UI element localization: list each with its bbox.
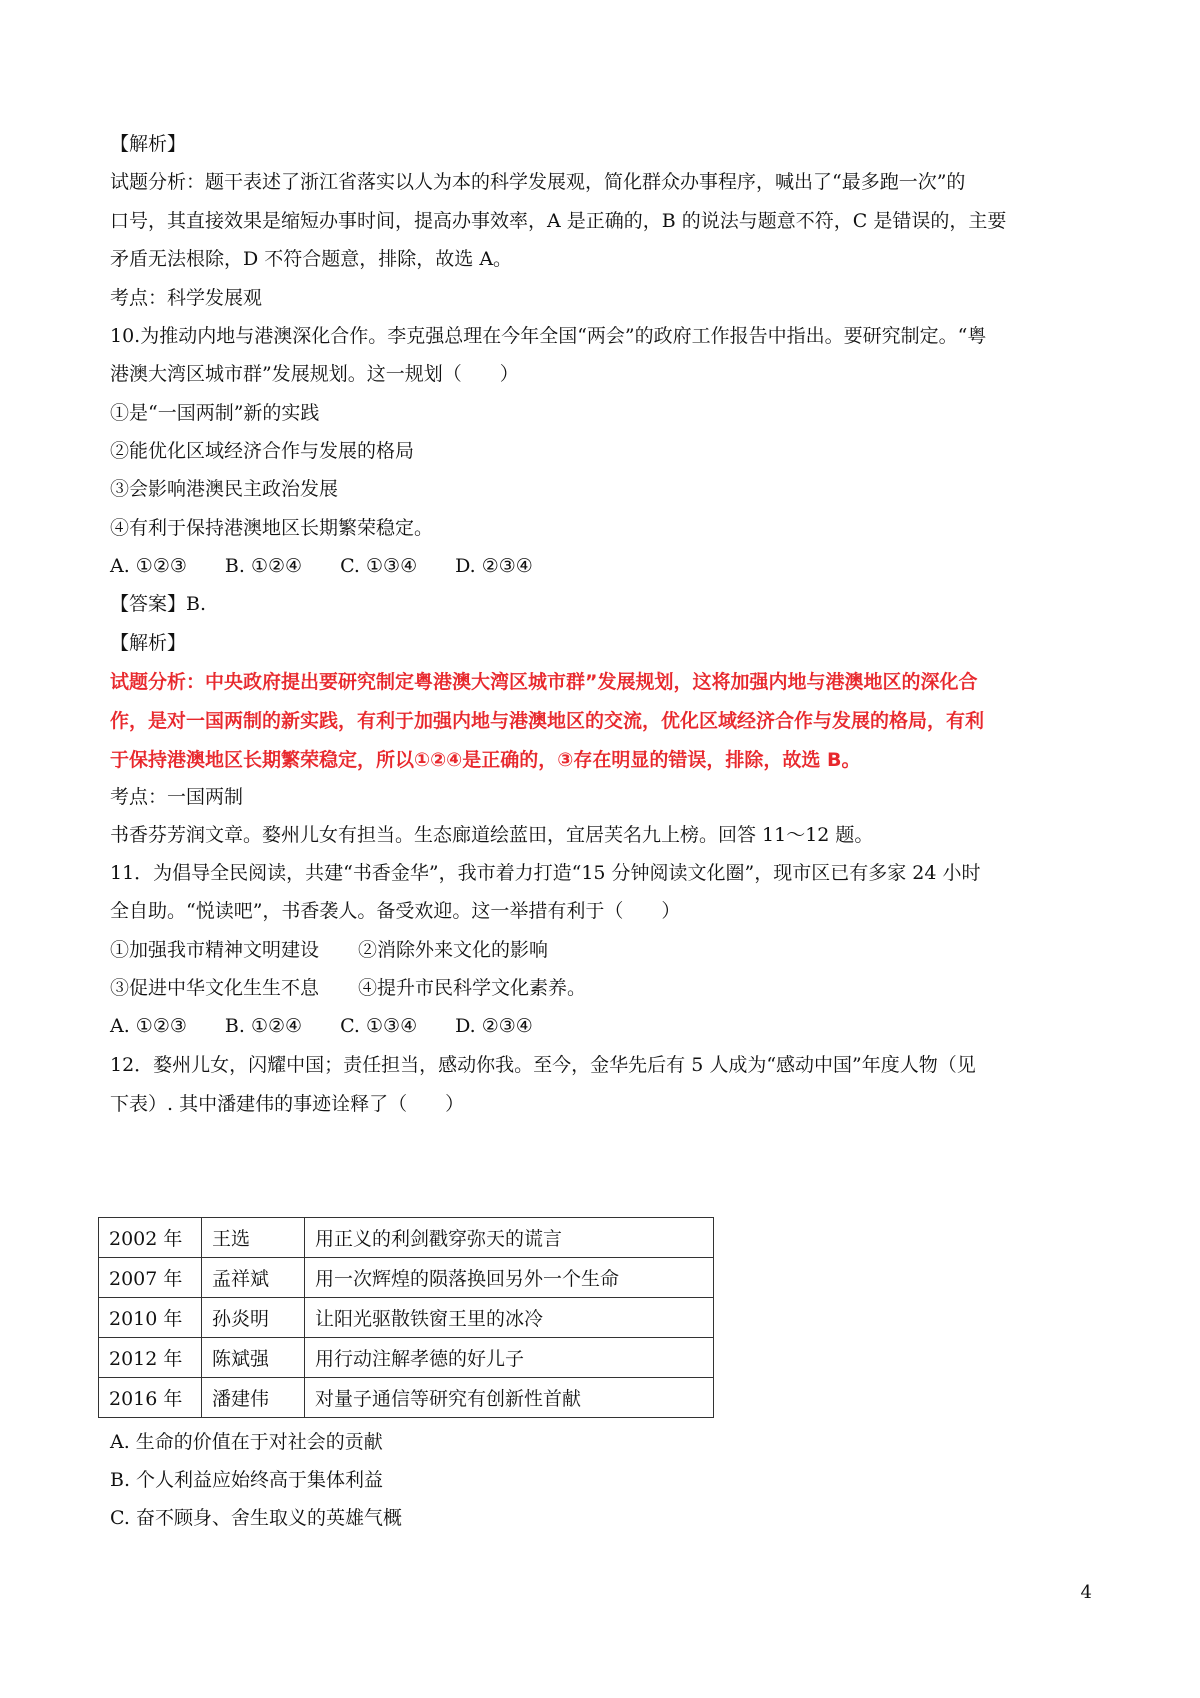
- table-cell-year: 2016 年: [99, 1378, 202, 1418]
- exam-point: 考点：科学发展观: [110, 287, 263, 309]
- question-10-point: 考点：一国两制: [110, 786, 244, 808]
- table-row: [99, 1218, 714, 1258]
- question-12-option-a: A. 生命的价值在于对社会的贡献: [110, 1431, 383, 1453]
- table-cell-year: 2010 年: [99, 1298, 202, 1338]
- table-cell-description: 用行动注解孝德的好儿子: [305, 1338, 714, 1378]
- question-10-item: ①是“一国两制”新的实践: [110, 402, 320, 424]
- option-c: C. ①③④: [340, 1015, 418, 1037]
- question-10-analysis-red: 作，是对一国两制的新实践，有利于加强内地与港澳地区的交流，优化区域经济合作与发展的格局，有利: [110, 710, 985, 732]
- analysis-heading: 【解析】: [110, 133, 187, 155]
- table-cell-year: 2007 年: [99, 1258, 202, 1298]
- question-10-analysis-red: 于保持港澳地区长期繁荣稳定，所以①②④是正确的，③存在明显的错误，排除，故选 B。: [110, 749, 861, 771]
- question-11-item: ④提升市民科学文化素养。: [358, 977, 587, 999]
- table-cell-name: 王选: [202, 1218, 305, 1258]
- option-d: D. ②③④: [455, 555, 533, 577]
- question-11-items-row: [110, 930, 1100, 971]
- analysis-text-line: 矛盾无法根除，D 不符合题意，排除，故选 A。: [110, 248, 513, 270]
- table-cell-description: 用正义的利剑戳穿弥天的谎言: [305, 1218, 714, 1258]
- option-b: B. ①②④: [224, 555, 303, 577]
- question-11-items-row: [110, 968, 1100, 1009]
- table-cell-name: 孙炎明: [202, 1298, 305, 1338]
- question-11-item: ③促进中华文化生生不息: [110, 977, 320, 999]
- table-cell-name: 潘建伟: [202, 1378, 305, 1418]
- analysis-text-line: 口号，其直接效果是缩短办事时间，提高办事效率，A 是正确的，B 的说法与题意不符，C 是错误的，主要: [110, 210, 1007, 232]
- option-c: C. ①③④: [340, 555, 418, 577]
- option-b: B. ①②④: [224, 1015, 303, 1037]
- table-cell-year: 2012 年: [99, 1338, 202, 1378]
- question-10-answer: 【答案】B.: [110, 593, 207, 615]
- question-10-stem: 10.为推动内地与港澳深化合作。李克强总理在今年全国“两会”的政府工作报告中指出。要研究制定。“粤: [110, 325, 987, 347]
- option-a: A. ①②③: [110, 555, 187, 577]
- table-cell-name: 陈斌强: [202, 1338, 305, 1378]
- question-11-item: ①加强我市精神文明建设: [110, 939, 320, 961]
- table-cell-description: 让阳光驱散铁窗王里的冰冷: [305, 1298, 714, 1338]
- question-10-item: ③会影响港澳民主政治发展: [110, 478, 339, 500]
- question-10-stem: 港澳大湾区城市群”发展规划。这一规划（ ）: [110, 363, 519, 385]
- question-10-item: ②能优化区域经济合作与发展的格局: [110, 440, 415, 462]
- option-d: D. ②③④: [455, 1015, 533, 1037]
- question-11-item: ②消除外来文化的影响: [358, 939, 549, 961]
- question-10-analysis-red: 试题分析：中央政府提出要研究制定粤港澳大湾区城市群”发展规划，这将加强内地与港澳地区的深化合: [110, 671, 978, 693]
- question-12-stem: 下表）. 其中潘建伟的事迹诠释了（ ）: [110, 1093, 465, 1115]
- question-11-stem: 11．为倡导全民阅读，共建“书香金华”，我市着力打造“15 分钟阅读文化圈”，现市区已有多家 24 小时: [110, 862, 981, 884]
- table-cell-name: 孟祥斌: [202, 1258, 305, 1298]
- analysis-text-line: 试题分析：题干表述了浙江省落实以人为本的科学发展观，简化群众办事程序，喊出了“最多跑一次”的: [110, 171, 966, 193]
- honorees-table: [98, 1217, 714, 1418]
- question-10-options: [110, 546, 1100, 587]
- question-12-option-b: B. 个人利益应始终高于集体利益: [110, 1469, 384, 1491]
- table-row: [99, 1298, 714, 1338]
- table-row: [99, 1258, 714, 1298]
- question-12-stem: 12．婺州儿女，闪耀中国；责任担当，感动你我。至今，金华先后有 5 人成为“感动中国”年度人物（见: [110, 1054, 976, 1076]
- page-number: 4: [1080, 1582, 1092, 1603]
- question-10-analysis-heading: 【解析】: [110, 632, 187, 654]
- option-a: A. ①②③: [110, 1015, 187, 1037]
- intro-text: 书香芬芳润文章。婺州儿女有担当。生态廊道绘蓝田，宜居芙名九上榜。回答 11～12 题。: [110, 824, 874, 846]
- table-cell-year: 2002 年: [99, 1218, 202, 1258]
- question-12-option-c: C. 奋不顾身、舍生取义的英雄气概: [110, 1507, 402, 1529]
- table-cell-description: 对量子通信等研究有创新性首献: [305, 1378, 714, 1418]
- question-11-stem: 全自助。“悦读吧”，书香袭人。备受欢迎。这一举措有利于（ ）: [110, 900, 681, 922]
- table-row: [99, 1378, 714, 1418]
- table-row: [99, 1338, 714, 1378]
- honorees-table-wrapper: [98, 1217, 714, 1418]
- table-cell-description: 用一次辉煌的陨落换回另外一个生命: [305, 1258, 714, 1298]
- question-10-item: ④有利于保持港澳地区长期繁荣稳定。: [110, 517, 434, 539]
- question-11-options: [110, 1006, 1100, 1047]
